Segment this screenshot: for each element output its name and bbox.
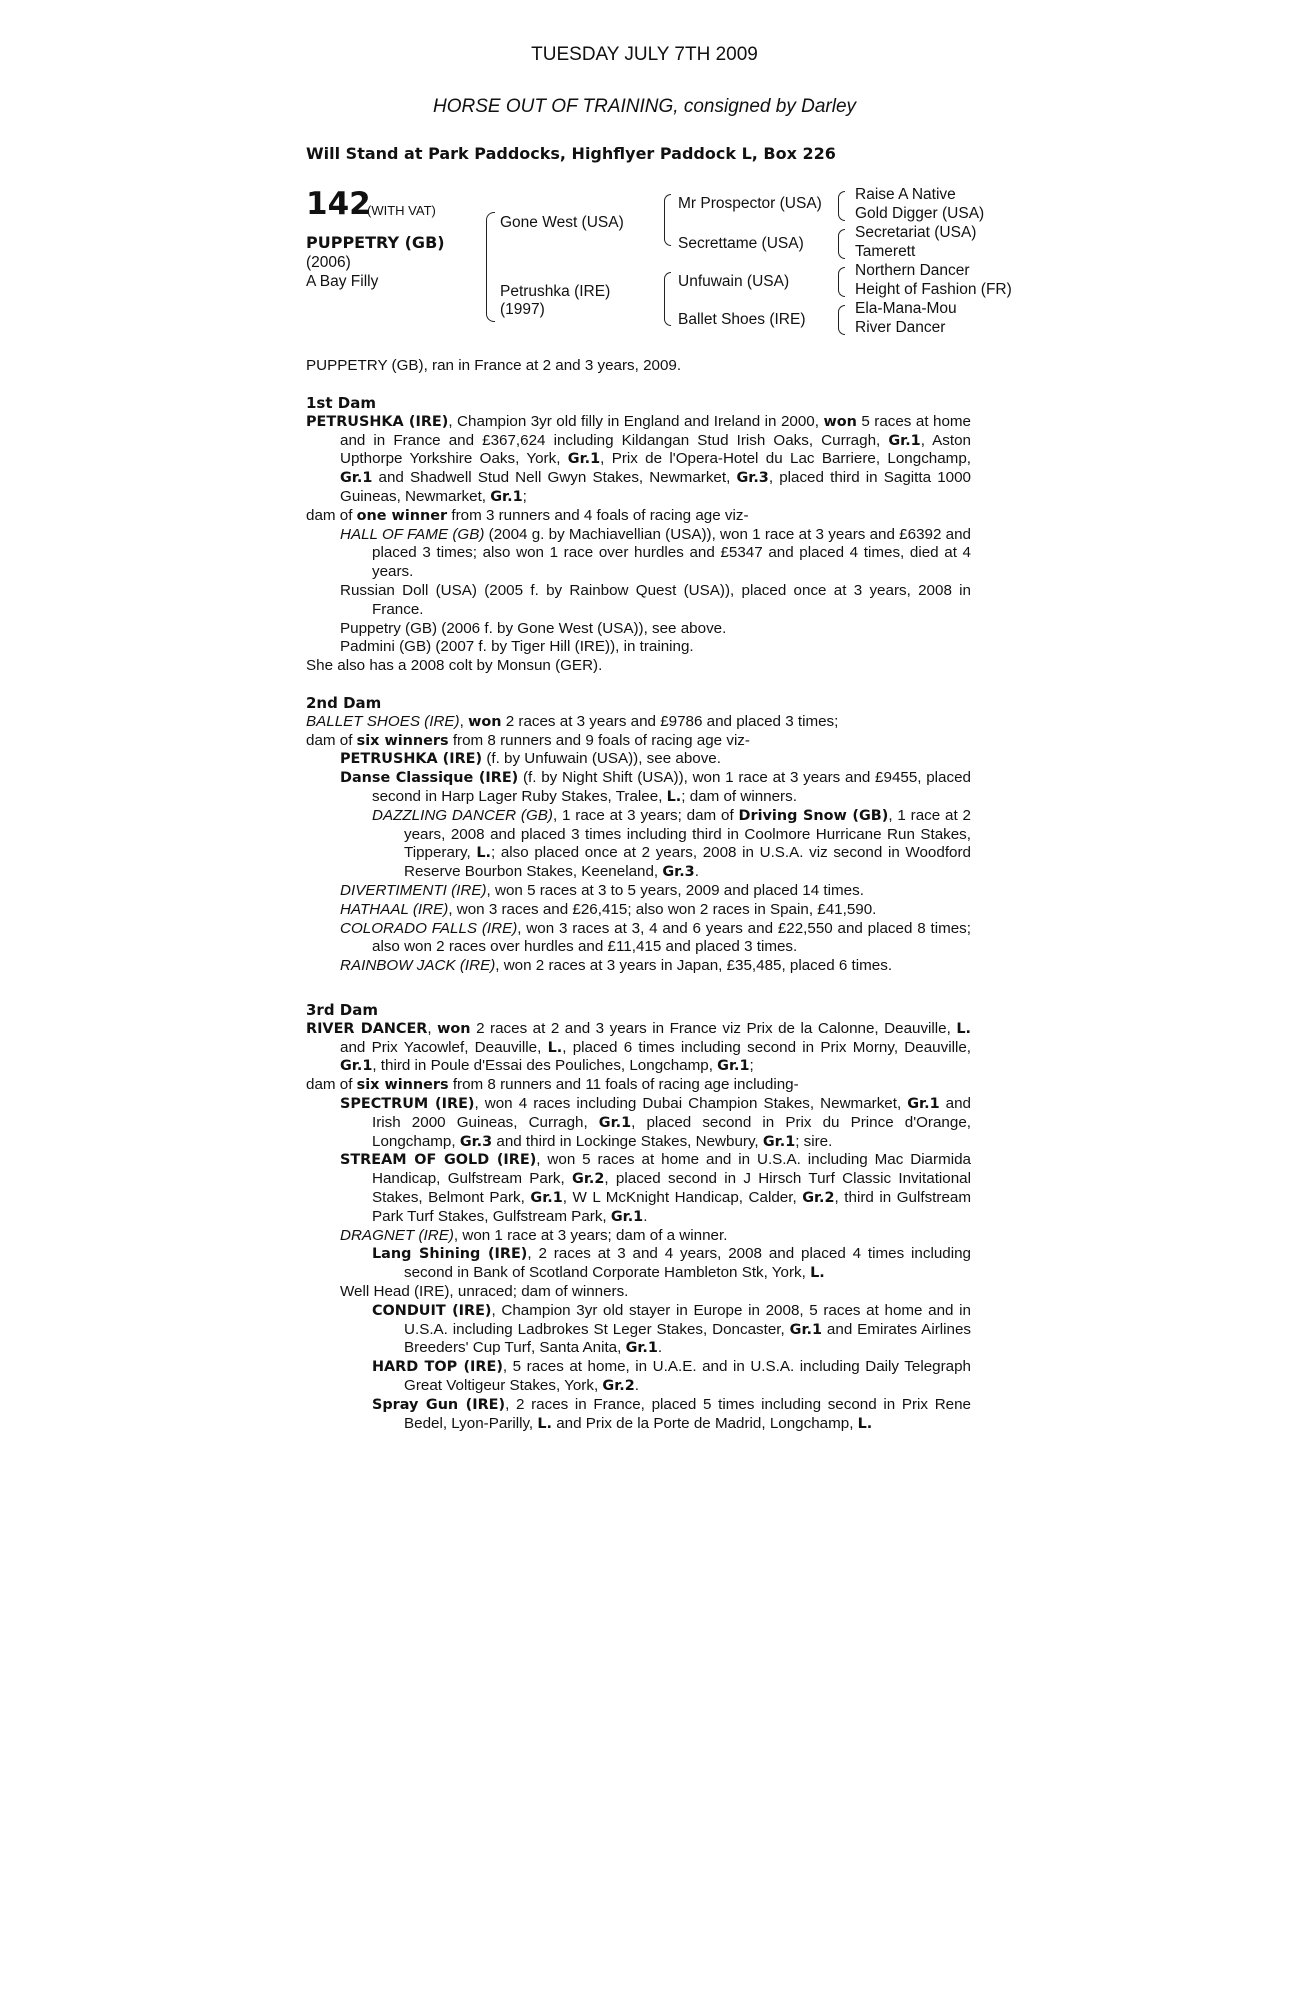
racing-summary: [306, 357, 971, 376]
text: ;: [749, 1057, 754, 1075]
first-dam-section: [306, 394, 971, 676]
text: , 5 races at home, in U.A.E. and in U.S.A. including Daily Telegraph Great Voltigeur Stakes, York,: [404, 1358, 971, 1394]
produce-entry: [340, 920, 971, 958]
pedigree-dss: Northern Dancer: [855, 262, 970, 279]
text: , 2 races in France, placed 5 times including second in Prix Rene Bedel, Lyon-Parilly,: [404, 1395, 971, 1432]
text: , 2 races at 3 and 4 years, 2008 and placed 4 times including second in Bank of Scotland Corporate Hambleton Stk, York,: [404, 1245, 971, 1282]
text: , placed third in Sagitta 1000 Guineas, Newmarket,: [340, 469, 972, 505]
grade-label: Gr.3: [459, 1133, 493, 1150]
pedigree-sire-sire: Mr Prospector (USA): [678, 195, 822, 212]
produce-entry: [340, 1151, 971, 1226]
text: , placed second in J Hirsch Turf Classic Invitational Stakes, Belmont Park,: [372, 1170, 971, 1206]
text: , third in Gulfstream Park Turf Stakes, Gulfstream Park,: [372, 1188, 971, 1225]
text: , Prix de l'Opera-Hotel du Lac Barriere, Longchamp,: [600, 450, 971, 468]
produce-name: DAZZLING DANCER (GB): [372, 806, 553, 824]
produce-name: HALL OF FAME (GB): [340, 525, 485, 543]
third-dam-record: [306, 1020, 971, 1076]
grade-label: Gr.1: [625, 1340, 658, 1357]
produce-entry: [340, 769, 971, 807]
text: dam of: [306, 731, 357, 749]
text: .: [657, 1339, 663, 1357]
text: , won 2 races at 3 years in Japan, £35,485, placed 6 times.: [495, 957, 893, 975]
second-dam-section: [306, 694, 971, 976]
second-dam-heading: 2nd Dam: [306, 694, 382, 712]
grade-label: Gr.3: [662, 864, 695, 881]
produce-name: Lang Shining (IRE): [372, 1246, 528, 1263]
produce-entry: Russian Doll (USA) (2005 f. by Rainbow Quest (USA)), placed once at 3 years, 2008 in France.: [340, 581, 971, 618]
summary-text: PUPPETRY (GB), ran in France at 2 and 3 years, 2009.: [306, 357, 682, 374]
grade-label: Gr.2: [572, 1171, 605, 1188]
grade-label: L.: [547, 1039, 563, 1056]
text: , 1 race at 3 years; dam of: [552, 806, 739, 824]
pedigree-brace-2: [838, 229, 845, 259]
text: .: [634, 1376, 639, 1394]
text: , won 3 races and £26,415; also won 2 races in Spain, £41,590.: [448, 900, 877, 918]
grade-label: Gr.1: [340, 470, 373, 487]
text: and Prix de la Porte de Madrid, Longchamp,: [552, 1414, 858, 1432]
text: ;: [522, 487, 527, 505]
produce-entry: [340, 1095, 971, 1151]
produce-name: COLORADO FALLS (IRE): [340, 919, 518, 937]
horse-name: PUPPETRY (GB): [306, 233, 445, 252]
consignment-line: HORSE OUT OF TRAINING, consigned by Darley: [432, 96, 857, 117]
grade-label: Gr.1: [762, 1133, 796, 1150]
text: , Aston Upthorpe Yorkshire Oaks, York,: [340, 431, 971, 468]
text: 2 races at 3 years and £9786 and placed 3 times;: [501, 712, 839, 730]
text: ; dam of winners.: [681, 787, 797, 805]
pedigree-brace-dam: [664, 272, 671, 326]
produce-name: HARD TOP (IRE): [372, 1359, 503, 1376]
text: .: [694, 863, 699, 881]
grade-label: Gr.1: [530, 1189, 563, 1206]
grade-label: Gr.1: [907, 1095, 940, 1112]
text: and third in Lockinge Stakes, Newbury,: [492, 1132, 763, 1150]
text: , won 4 races including Dubai Champion Stakes, Newmarket,: [474, 1094, 908, 1112]
grade-label: Gr.1: [567, 451, 601, 468]
text: 2 races at 2 and 3 years in France viz Prix de la Calonne, Deauville,: [470, 1019, 957, 1037]
pedigree-sire-dam: Secrettame (USA): [678, 235, 804, 252]
third-dam-produce-summary: [306, 1076, 971, 1095]
text: and Shadwell Stud Nell Gwyn Stakes, Newmarket,: [372, 469, 737, 487]
text: , Champion 3yr old stayer in Europe in 2008, 5 races at home and in U.S.A. including Ladbrokes St Leger Stakes, Doncaster,: [404, 1301, 971, 1338]
first-dam-name: PETRUSHKA (IRE): [306, 413, 449, 430]
sale-date: TUESDAY JULY 7TH 2009: [531, 44, 758, 65]
won-label: won: [468, 713, 502, 730]
produce-name: PETRUSHKA (IRE): [340, 751, 483, 768]
grade-label: L.: [476, 845, 491, 862]
first-dam-record: [306, 413, 971, 507]
produce-entry: Puppetry (GB) (2006 f. by Gone West (USA)), see above.: [340, 619, 727, 637]
produce-entry: [340, 901, 971, 920]
text: , placed 6 times including second in Prix Morny, Deauville,: [562, 1038, 971, 1056]
produce-entry: [340, 526, 971, 582]
text: ; also placed once at 2 years, 2008 in U.S.A. viz second in Woodford Reserve Bourbon Stakes, Keeneland,: [404, 844, 971, 881]
text: , won 3 races at 3, 4 and 6 years and £22,550 and placed 8 times; also won 2 races over hurdles and £11,415 and placed 3 times.: [372, 919, 971, 956]
pedigree-dam-sire: Unfuwain (USA): [678, 273, 790, 290]
text: from 8 runners and 9 foals of racing age viz-: [448, 731, 750, 749]
text: , won 5 races at 3 to 5 years, 2009 and placed 14 times.: [486, 881, 864, 899]
text: , placed second in Prix du Prince d'Orange, Longchamp,: [372, 1113, 971, 1150]
produce-name: Danse Classique (IRE): [340, 770, 519, 787]
grade-label: Gr.1: [340, 1058, 373, 1075]
text: (f. by Unfuwain (USA)), see above.: [482, 750, 721, 768]
text: and Emirates Airlines Breeders' Cup Turf, Santa Anita,: [404, 1320, 971, 1357]
text: dam of: [306, 1076, 357, 1094]
produce-name: CONDUIT (IRE): [372, 1302, 492, 1319]
produce-entry: [340, 882, 971, 901]
produce-entry: [372, 1302, 971, 1358]
produce-entry: [340, 1227, 971, 1246]
produce-name: SPECTRUM (IRE): [340, 1095, 475, 1112]
grade-label: L.: [537, 1415, 553, 1432]
text: , won 5 races at home and in U.S.A. including Mac Diarmida Handicap, Gulfstream Park,: [372, 1151, 971, 1188]
produce-entry: [372, 1396, 971, 1434]
produce-entry: Padmini (GB) (2007 f. by Tiger Hill (IRE)), in training.: [340, 638, 694, 656]
grade-label: Gr.1: [717, 1058, 750, 1075]
produce-name: Driving Snow (GB): [738, 807, 889, 824]
text: (f. by Night Shift (USA)), won 1 race at 3 years and £9455, placed second in Harp Lager Ruby Stakes, Tralee,: [372, 769, 971, 805]
produce-name: HATHAAL (IRE): [340, 900, 449, 918]
produce-entry: [340, 750, 971, 769]
produce-entry: [372, 1245, 971, 1283]
grade-label: Gr.1: [789, 1321, 822, 1338]
pedigree-sdd: Tamerett: [855, 243, 916, 260]
produce-entry: [372, 1358, 971, 1396]
produce-name: DRAGNET (IRE): [340, 1226, 454, 1244]
horse-description: A Bay Filly: [306, 273, 379, 290]
pedigree-dsd: Height of Fashion (FR): [855, 281, 1012, 298]
produce-name: RAINBOW JACK (IRE): [340, 957, 496, 975]
pedigree-dam: Petrushka (IRE): [500, 283, 611, 300]
pedigree-brace-3: [838, 267, 845, 297]
grade-label: L.: [810, 1265, 825, 1282]
text: ,: [459, 712, 469, 730]
text: , 1 race at 2 years, 2008 and placed 3 times including third in Coolmore Hurricane Run Stakes, Tipperary,: [404, 806, 971, 862]
won-label: won: [437, 1020, 471, 1037]
pedigree-brace-4: [838, 305, 845, 335]
text: from 3 runners and 4 foals of racing age viz-: [447, 506, 749, 524]
pedigree-ssd: Gold Digger (USA): [855, 205, 985, 222]
text: ; sire.: [795, 1132, 833, 1150]
third-dam-heading: 3rd Dam: [306, 1001, 378, 1019]
pedigree-brace-sire: [664, 194, 671, 246]
produce-name: STREAM OF GOLD (IRE): [340, 1152, 537, 1169]
text: 5 races at home and in France and £367,624 including Kildangan Stud Irish Oaks, Curragh,: [340, 412, 971, 449]
stand-location: Will Stand at Park Paddocks, Highflyer Paddock L, Box 226: [306, 144, 836, 163]
text: and Prix Yacowlef, Deauville,: [340, 1038, 548, 1056]
vat-note: (WITH VAT): [367, 203, 436, 218]
winners-count: six winners: [356, 732, 449, 749]
grade-label: Gr.2: [802, 1189, 835, 1206]
produce-name: Spray Gun (IRE): [372, 1396, 506, 1413]
grade-label: Gr.2: [602, 1377, 635, 1394]
grade-label: Gr.3: [736, 470, 769, 487]
grade-label: Gr.1: [610, 1208, 644, 1225]
text: (2004 g. by Machiavellian (USA)), won 1 race at 3 years and £6392 and placed 3 times; also won 1 race over hurdles and £5347 and placed 4 times, died at 4 years.: [372, 525, 971, 581]
produce-entry: Well Head (IRE), unraced; dam of winners.: [340, 1282, 629, 1300]
lot-number: 142: [306, 186, 371, 222]
produce-name: DIVERTIMENTI (IRE): [340, 881, 487, 899]
grade-label: Gr.1: [888, 432, 921, 449]
grade-label: L.: [857, 1415, 873, 1432]
pedigree-sire: Gone West (USA): [500, 214, 624, 231]
produce-entry: [372, 807, 971, 882]
second-dam-name: BALLET SHOES (IRE): [306, 712, 460, 730]
pedigree-brace-main: [486, 212, 495, 322]
first-dam-produce-summary: [306, 507, 971, 526]
text: ,: [427, 1019, 438, 1037]
grade-label: L.: [956, 1020, 971, 1037]
grade-label: L.: [666, 788, 682, 805]
foaling-year: (2006): [306, 254, 351, 271]
pedigree-sds: Secretariat (USA): [855, 224, 977, 241]
second-dam-record: [306, 713, 971, 732]
text: and Irish 2000 Guineas, Curragh,: [372, 1094, 971, 1131]
winners-count: one winner: [356, 507, 448, 524]
text: , third in Poule d'Essai des Pouliches, Longchamp,: [372, 1057, 718, 1075]
text: , W L McKnight Handicap, Calder,: [562, 1188, 803, 1206]
first-dam-also: She also has a 2008 colt by Monsun (GER).: [306, 657, 603, 675]
text: , Champion 3yr old filly in England and Ireland in 2000,: [448, 412, 824, 430]
pedigree-dds: Ela-Mana-Mou: [855, 300, 957, 317]
first-dam-heading: 1st Dam: [306, 394, 376, 412]
pedigree-dam-dam: Ballet Shoes (IRE): [678, 311, 806, 328]
text: .: [643, 1207, 648, 1225]
grade-label: Gr.1: [598, 1114, 632, 1131]
text: dam of: [306, 506, 357, 524]
won-label: won: [823, 413, 857, 430]
third-dam-section: [306, 1001, 971, 1433]
produce-entry: [340, 957, 971, 976]
pedigree-dam-year: (1997): [500, 301, 545, 318]
pedigree-sss: Raise A Native: [855, 186, 956, 203]
third-dam-name: RIVER DANCER: [306, 1020, 428, 1037]
pedigree-ddd: River Dancer: [855, 319, 946, 336]
text: from 8 runners and 11 foals of racing age including-: [448, 1076, 799, 1094]
grade-label: Gr.1: [490, 488, 523, 505]
text: , won 1 race at 3 years; dam of a winner.: [453, 1226, 728, 1244]
pedigree-brace-1: [838, 191, 845, 221]
winners-count: six winners: [356, 1077, 449, 1094]
second-dam-produce-summary: [306, 732, 971, 751]
